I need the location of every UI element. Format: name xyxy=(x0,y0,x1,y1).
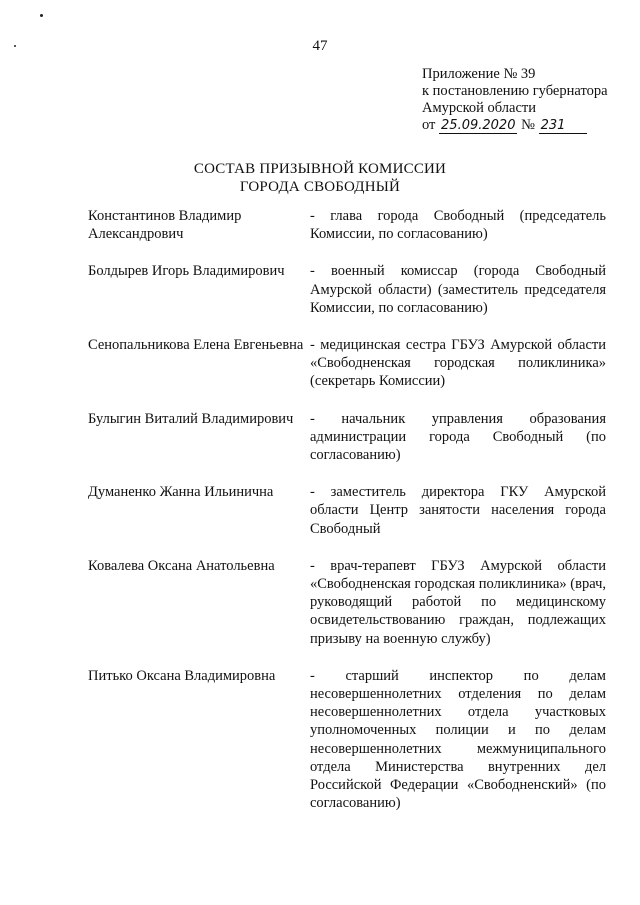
member-row xyxy=(88,336,608,391)
document-title xyxy=(0,160,640,196)
date-prefix: от xyxy=(422,117,436,133)
number-prefix: № xyxy=(521,117,535,133)
member-name: Константинов Владимир Александрович xyxy=(88,208,242,243)
member-row xyxy=(88,207,608,243)
appendix-line-3: Амурской области xyxy=(422,100,536,116)
member-role: - заместитель директора ГКУ Амурской области Центр занятости населения города Свободный xyxy=(310,484,606,537)
appendix-line-1: Приложение № 39 xyxy=(422,66,536,82)
title-line-1: СОСТАВ ПРИЗЫВНОЙ КОМИССИИ xyxy=(193,161,447,177)
member-role: - медицинская сестра ГБУЗ Амурской области «Свободненская городская поликлиника» (секретарь Комиссии) xyxy=(310,337,606,390)
members-list xyxy=(88,207,608,831)
member-row xyxy=(88,557,608,648)
member-role: - начальник управления образования администрации города Свободный (по согласованию) xyxy=(310,410,606,464)
member-row xyxy=(88,262,608,317)
member-row xyxy=(88,483,608,538)
page-number: 47 xyxy=(312,38,328,54)
member-name: Болдырев Игорь Владимирович xyxy=(88,263,285,280)
member-row xyxy=(88,410,608,465)
appendix-line-2: к постановлению губернатора xyxy=(422,83,608,99)
member-role: - старший инспектор по делам несовершеннолетних отделения по делам несовершеннолетних отдела участковых уполномоченных полиции и по делам несовершеннолетних межмуниципального отдела Министерства внутренних дел Российской Федерации «Свободненский» (по согласованию) xyxy=(310,667,606,812)
handwritten-number: 231 xyxy=(539,119,587,134)
appendix-header xyxy=(422,66,622,134)
title-line-2: ГОРОДА СВОБОДНЫЙ xyxy=(239,179,401,195)
member-role: - военный комиссар (города Свободный Амурской области) (заместитель председателя Комиссии, по согласованию) xyxy=(310,263,606,316)
member-name: Сенопальникова Елена Евгеньевна xyxy=(88,337,304,354)
appendix-date-line xyxy=(422,117,622,134)
member-role: - глава города Свободный (председатель Комиссии, по согласованию) xyxy=(310,208,606,243)
member-name: Ковалева Оксана Анатольевна xyxy=(88,557,275,574)
member-name: Питько Оксана Владимировна xyxy=(88,667,276,684)
member-name: Булыгин Виталий Владимирович xyxy=(88,410,294,427)
member-name: Думаненко Жанна Ильинична xyxy=(88,484,274,501)
scan-artifact-dot xyxy=(40,14,43,17)
member-role: - врач-терапевт ГБУЗ Амурской области «Свободненская городская поликлиника» (врач, руководящий работой по медицинскому освидетельствованию граждан, подлежащих призыву на военную службу) xyxy=(310,557,606,647)
member-row xyxy=(88,667,608,813)
handwritten-date: 25.09.2020 xyxy=(441,118,516,133)
